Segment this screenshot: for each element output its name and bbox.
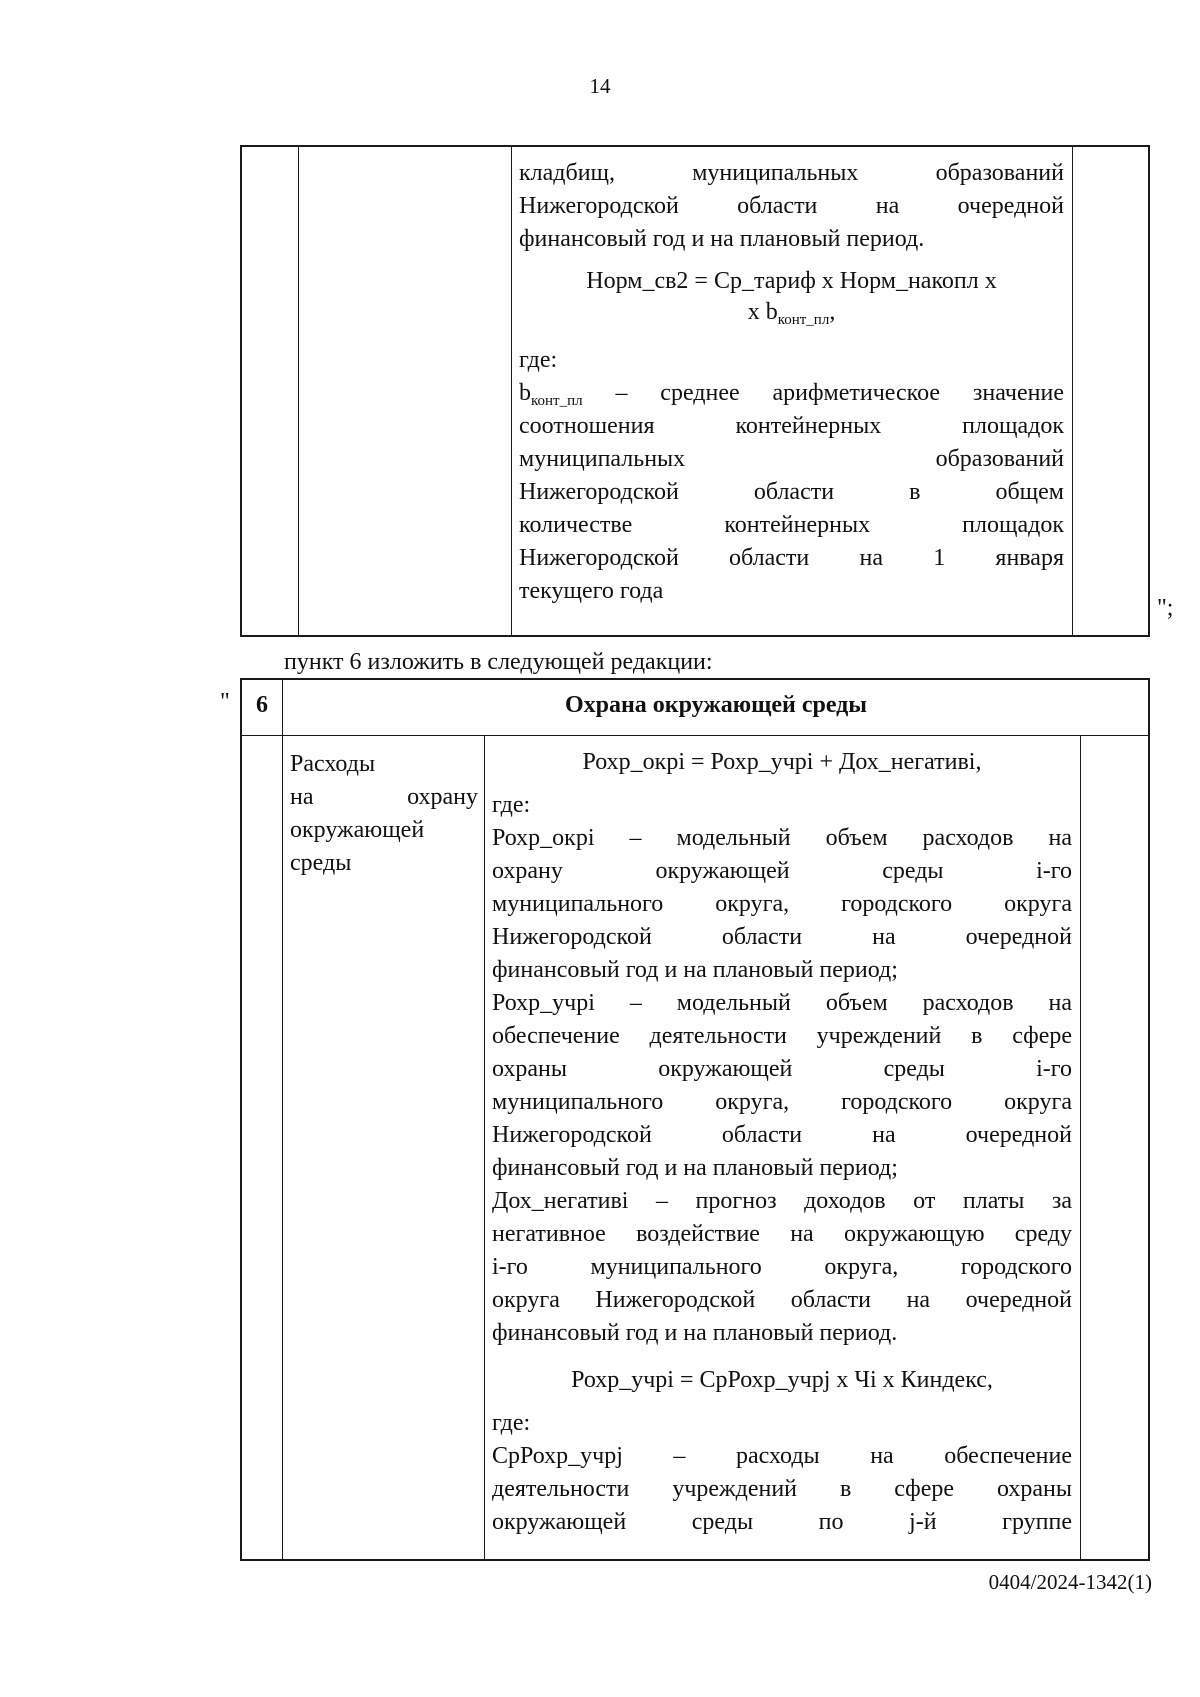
intro-line: кладбищ, муниципальных образований — [519, 160, 1064, 186]
closing-quote: "; — [1157, 595, 1174, 621]
formula-cell — [519, 157, 1064, 608]
where-label: где: — [492, 792, 531, 818]
formula-norm-sv2: Норм_св2 = Ср_тариф х Норм_накопл х х $b_{конт\_пл}$, — [586, 268, 997, 328]
section-title: Охрана окружающей среды — [564, 692, 868, 718]
page-number: 14 — [589, 74, 611, 98]
instruction-text: пункт 6 изложить в следующей редакции: — [284, 649, 713, 675]
expense-name-cell: Расходы на охрану окружающей среды — [290, 751, 478, 876]
continuation-table — [240, 145, 1150, 637]
opening-quote: " — [220, 689, 230, 715]
intro-text — [519, 157, 1064, 256]
formula-cell — [492, 746, 1072, 1539]
definition-b-kont: $b_{конт\_пл}$ – среднее арифметическое значение соотношения контейнерных площадок муниципальных образований Нижегородской области в общем количестве контейнерных площадок Нижегородской области на 1 января текущего года — [519, 380, 1064, 604]
intro-line: финансовый год и на плановый период. — [519, 226, 925, 252]
formula-rokhr-okr: Рохр_окрi = Рохр_учрi + Дох_негативi, — [582, 749, 982, 775]
document-code: 0404/2024-1342(1) — [988, 1570, 1152, 1594]
environment-table — [240, 678, 1150, 1561]
where-label: где: — [519, 347, 558, 373]
row-number: 6 — [256, 692, 268, 718]
where-label: где: — [492, 1410, 531, 1436]
definitions-block: Рохр_окрi – модельный объем расходов на охрану окружающей среды i-го муниципального округа, городского округа Нижегородской области на очередной финансовый год и на плановый период; Рохр_учрi – модельный объем расходов на обеспечение деятельности учреждений в сфере охраны окружающей среды i-го муниципального округа, городского округа Нижегородской области на очередной финансовый год и на плановый период; Дох_негативi – прогноз доходов от платы за негативное воздействие на окружающую среду i-го муниципального округа, городского округа Нижегородской области на очередной финансовый год и на плановый период. — [492, 825, 1072, 1346]
intro-line: Нижегородской области на очередной — [519, 193, 1064, 219]
definition-sr-rokhr: СрРохр_учрj – расходы на обеспечение деятельности учреждений в сфере охраны окружающей среды по j-й группе — [492, 1443, 1072, 1535]
formula-rokhr-uchr: Рохр_учрi = СрРохр_учрj х Чi х Киндекс, — [571, 1367, 993, 1393]
